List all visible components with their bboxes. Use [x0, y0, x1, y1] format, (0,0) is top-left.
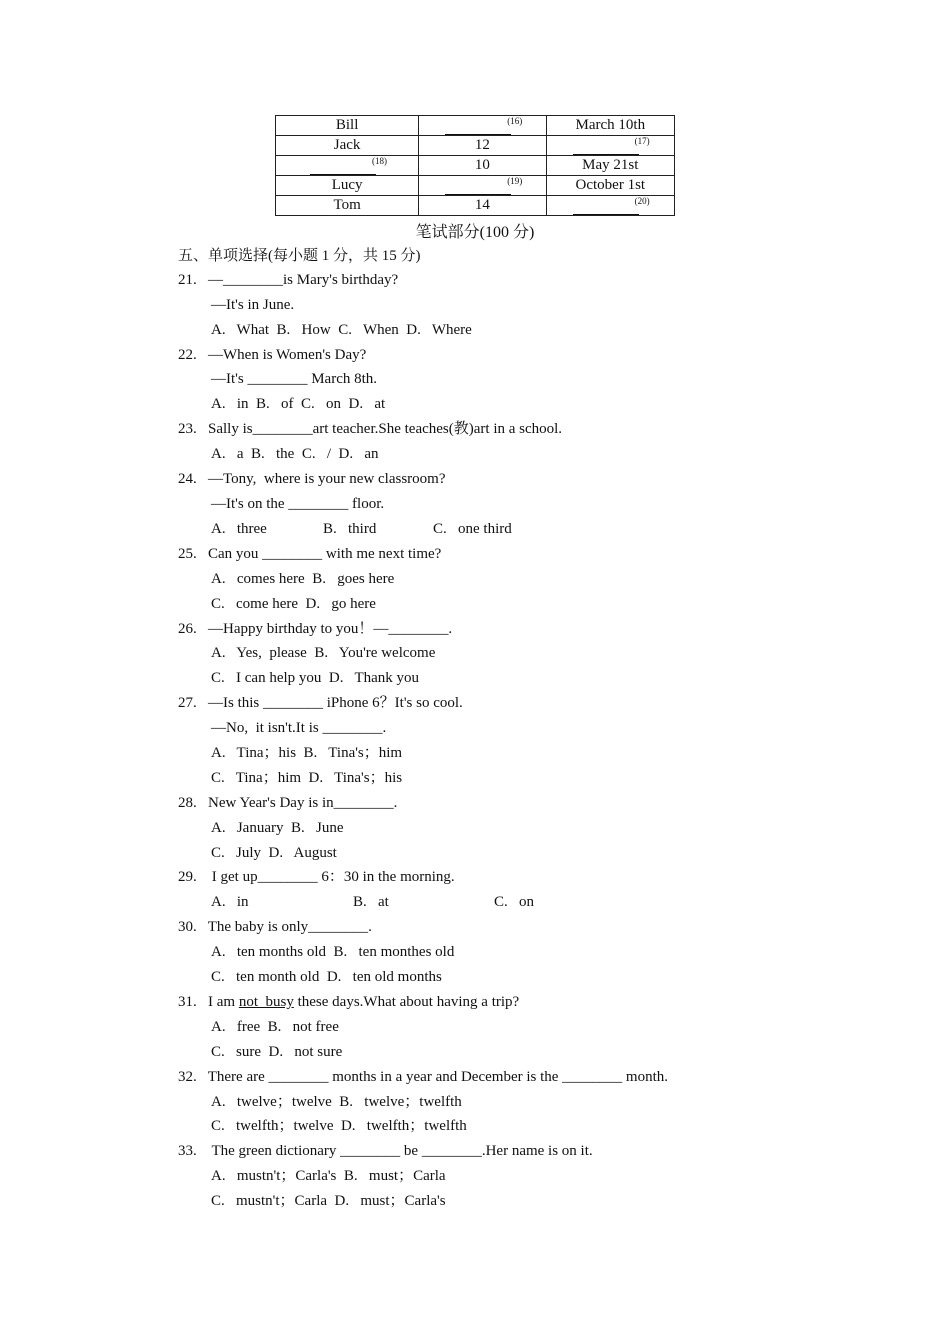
table-cell: Bill	[276, 116, 419, 136]
table-cell: October 1st	[546, 176, 674, 196]
blank-number: (19)	[507, 176, 523, 186]
option-a[interactable]: A. in	[211, 894, 249, 910]
options-line[interactable]: A. Yes, please B. You're welcome	[211, 645, 436, 661]
question-23: 23. Sally is________art teacher.She teaches(教)art in a school.	[178, 421, 563, 437]
table-cell: March 10th	[546, 116, 674, 136]
table-cell: 12	[419, 136, 546, 156]
question-26: 26. —Happy birthday to you！—________.	[178, 621, 453, 637]
options-line[interactable]: C. mustn't；Carla D. must；Carla's	[211, 1193, 446, 1209]
table-cell: Tom	[276, 196, 419, 216]
page-title: 笔试部分(100 分)	[415, 224, 535, 241]
option-c[interactable]: C. one third	[433, 521, 512, 537]
question-line: —No, it isn't.It is ________.	[211, 720, 387, 736]
question-33: 33. The green dictionary ________ be ________.Her name is on it.	[178, 1143, 593, 1159]
option-c[interactable]: C. on	[494, 894, 535, 910]
question-32: 32. There are ________ months in a year and December is the ________ month.	[178, 1069, 669, 1085]
table-row	[276, 156, 675, 176]
options-line[interactable]: A. mustn't；Carla's B. must；Carla	[211, 1168, 446, 1184]
question-24: 24. —Tony, where is your new classroom?	[178, 471, 446, 487]
table-row	[276, 196, 675, 216]
table-cell: 14	[419, 196, 546, 216]
question-line: —It's in June.	[211, 297, 295, 313]
question-22: 22. —When is Women's Day?	[178, 347, 367, 363]
options-line[interactable]: C. Tina；him D. Tina's；his	[211, 770, 403, 786]
option-a[interactable]: A. three	[211, 521, 267, 537]
question-25: 25. Can you ________ with me next time?	[178, 546, 442, 562]
table-cell: 10	[419, 156, 546, 176]
question-text: 31. I am	[178, 994, 239, 1010]
table-row	[276, 136, 675, 156]
question-31	[178, 993, 519, 1011]
options-line[interactable]: C. come here D. go here	[211, 596, 376, 612]
table-cell-blank[interactable]	[546, 196, 674, 216]
underlined-word: busy	[265, 994, 294, 1010]
table-cell-blank[interactable]	[419, 176, 546, 196]
question-29: 29. I get up________ 6：30 in the morning.	[178, 869, 455, 885]
options-line[interactable]: A. comes here B. goes here	[211, 571, 395, 587]
options-line[interactable]: C. ten month old D. ten old months	[211, 969, 442, 985]
option-b[interactable]: B. third	[323, 521, 377, 537]
blank-number: (16)	[507, 116, 523, 126]
options-line[interactable]: A. What B. How C. When D. Where	[211, 322, 472, 338]
question-27: 27. —Is this ________ iPhone 6？It's so cool.	[178, 695, 463, 711]
option-b[interactable]: B. at	[353, 894, 389, 910]
table-cell-blank[interactable]	[276, 156, 419, 176]
options-line[interactable]: C. sure D. not sure	[211, 1044, 343, 1060]
question-28: 28. New Year's Day is in________.	[178, 795, 398, 811]
options-line[interactable]: C. July D. August	[211, 845, 337, 861]
table-cell-blank[interactable]	[419, 116, 546, 136]
question-21: 21. —________is Mary's birthday?	[178, 272, 399, 288]
options-line[interactable]: A. in B. of C. on D. at	[211, 396, 386, 412]
section-heading: 五、单项选择(每小题 1 分，共 15 分)	[178, 248, 421, 264]
blank-number: (17)	[634, 136, 650, 146]
question-30: 30. The baby is only________.	[178, 919, 372, 935]
options-line[interactable]: A. twelve；twelve B. twelve；twelfth	[211, 1094, 462, 1110]
options-line[interactable]: A. free B. not free	[211, 1019, 339, 1035]
question-line: —It's on the ________ floor.	[211, 496, 385, 512]
options-line[interactable]: A. ten months old B. ten monthes old	[211, 944, 455, 960]
options-line[interactable]: A. January B. June	[211, 820, 344, 836]
table-cell: Jack	[276, 136, 419, 156]
blank-number: (18)	[372, 156, 387, 166]
answer-table	[275, 115, 675, 216]
table-row	[276, 176, 675, 196]
question-line: —It's ________ March 8th.	[211, 371, 378, 387]
underlined-word: not	[238, 994, 258, 1010]
options-line[interactable]: A. Tina；his B. Tina's；him	[211, 745, 403, 761]
blank-number: (20)	[634, 196, 650, 206]
options-line[interactable]: C. I can help you D. Thank you	[211, 670, 420, 686]
options-line[interactable]: A. a B. the C. / D. an	[211, 446, 379, 462]
options-line[interactable]: C. twelfth；twelve D. twelfth；twelfth	[211, 1118, 467, 1134]
table-cell: Lucy	[276, 176, 419, 196]
table-row	[276, 116, 675, 136]
table-cell: May 21st	[546, 156, 674, 176]
question-text: these days.What about having a trip?	[293, 994, 520, 1010]
table-cell-blank[interactable]	[546, 136, 674, 156]
